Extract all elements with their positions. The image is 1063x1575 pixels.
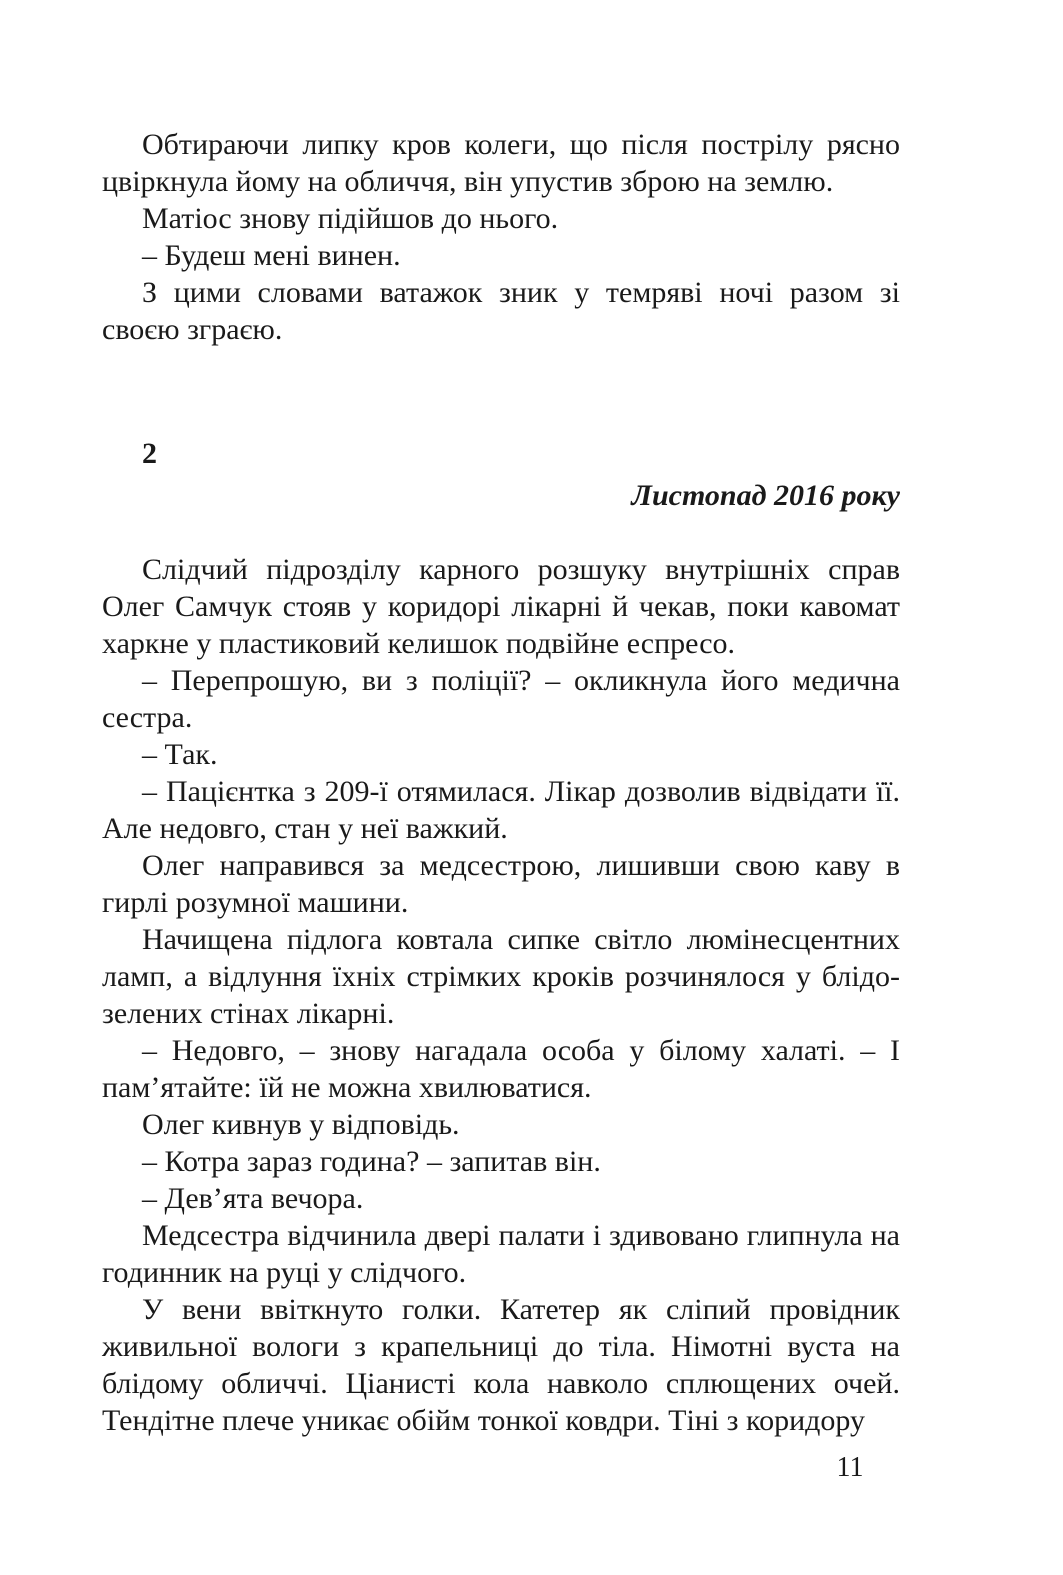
paragraph: Олег направився за медсестрою, лишивши свою каву в гирлі розумної машини. bbox=[102, 849, 900, 919]
paragraph: З цими словами ватажок зник у темряві ночі разом зі своєю зграєю. bbox=[102, 276, 900, 346]
page-number: 11 bbox=[836, 1452, 864, 1483]
paragraph: – Перепрошую, ви з поліції? – окликнула його медична сестра. bbox=[102, 664, 900, 734]
chapter-date: Листопад 2016 року bbox=[631, 479, 900, 512]
paragraph: – Дев’ята вечора. bbox=[142, 1182, 364, 1215]
paragraph: Слідчий підрозділу карного розшуку внутрішніх справ Олег Самчук стояв у коридорі лікарні й чекав, поки кавомат харкне у пластиковий келишок подвійне еспресо. bbox=[102, 553, 900, 660]
paragraph: – Будеш мені винен. bbox=[142, 239, 401, 272]
text-block-previous-scene bbox=[102, 126, 900, 348]
text-block-chapter bbox=[102, 551, 900, 1439]
paragraph: У вени ввіткнуто голки. Катетер як сліпий провідник живильної вологи з крапельниці до тіла. Німотні вуста на блідому обличчі. Ціанисті кола навколо сплющених очей. Тендітне плече уникає обійм тонкої ковдри. Тіні з коридору bbox=[102, 1293, 900, 1437]
paragraph: – Котра зараз година? – запитав він. bbox=[142, 1145, 601, 1178]
paragraph: Обтираючи липку кров колеги, що після пострілу рясно цвіркнула йому на обличчя, він упустив зброю на землю. bbox=[102, 128, 900, 198]
paragraph: – Пацієнтка з 209-ї отямилася. Лікар дозволив відвідати її. Але недовго, стан у неї важкий. bbox=[102, 775, 900, 845]
page-body bbox=[102, 126, 900, 1439]
paragraph: Начищена підлога ковтала сипке світло люмінесцентних ламп, а відлуння їхніх стрімких кроків розчинялося у блідо-зелених стінах лікарні. bbox=[102, 923, 900, 1030]
paragraph: Олег кивнув у відповідь. bbox=[142, 1108, 460, 1141]
paragraph: – Так. bbox=[142, 738, 218, 771]
paragraph: Медсестра відчинила двері палати і здивовано глипнула на годинник на руці у слідчого. bbox=[102, 1219, 900, 1289]
paragraph: Матіос знову підійшов до нього. bbox=[142, 202, 559, 235]
paragraph: – Недовго, – знову нагадала особа у білому халаті. – І пам’ятайте: їй не можна хвилюватися. bbox=[102, 1034, 900, 1104]
chapter-number: 2 bbox=[142, 437, 157, 470]
